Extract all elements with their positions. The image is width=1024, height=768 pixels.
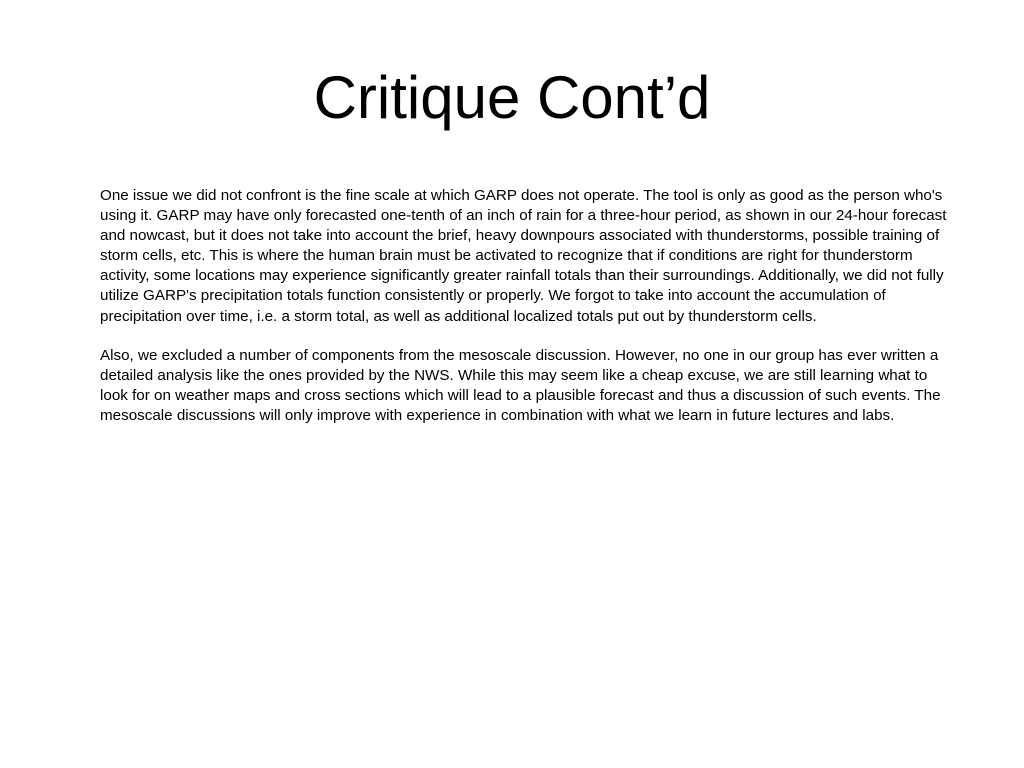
body-paragraph-1: One issue we did not confront is the fine scale at which GARP does not operate. The tool is only as good as the person who's using it. GARP may have only forecasted one-tenth of an inch of rain for a three-hour period, as shown in our 24-hour forecast and nowcast, but it does not take into account the brief, heavy downpours associated with thunderstorms, possible training of storm cells, etc. This is where the human brain must be activated to recognize that if conditions are right for thunderstorm activity, some locations may experience significantly greater rainfall totals than their surroundings. Additionally, we did not fully utilize GARP's precipitation totals function consistently or properly. We forgot to take into account the accumulation of precipitation over time, i.e. a storm total, as well as additional localized totals put out by thunderstorm cells.	[100, 187, 947, 325]
slide-body	[100, 186, 958, 426]
slide-title: Critique Cont’d	[313, 64, 711, 131]
body-paragraph-2: Also, we excluded a number of components from the mesoscale discussion. However, no one in our group has ever written a detailed analysis like the ones provided by the NWS. While this may seem like a cheap excuse, we are still learning what to look for on weather maps and cross sections which will lead to a plausible forecast and thus a discussion of such events. The mesoscale discussions will only improve with experience in combination with what we learn in future lectures and labs.	[100, 346, 941, 424]
